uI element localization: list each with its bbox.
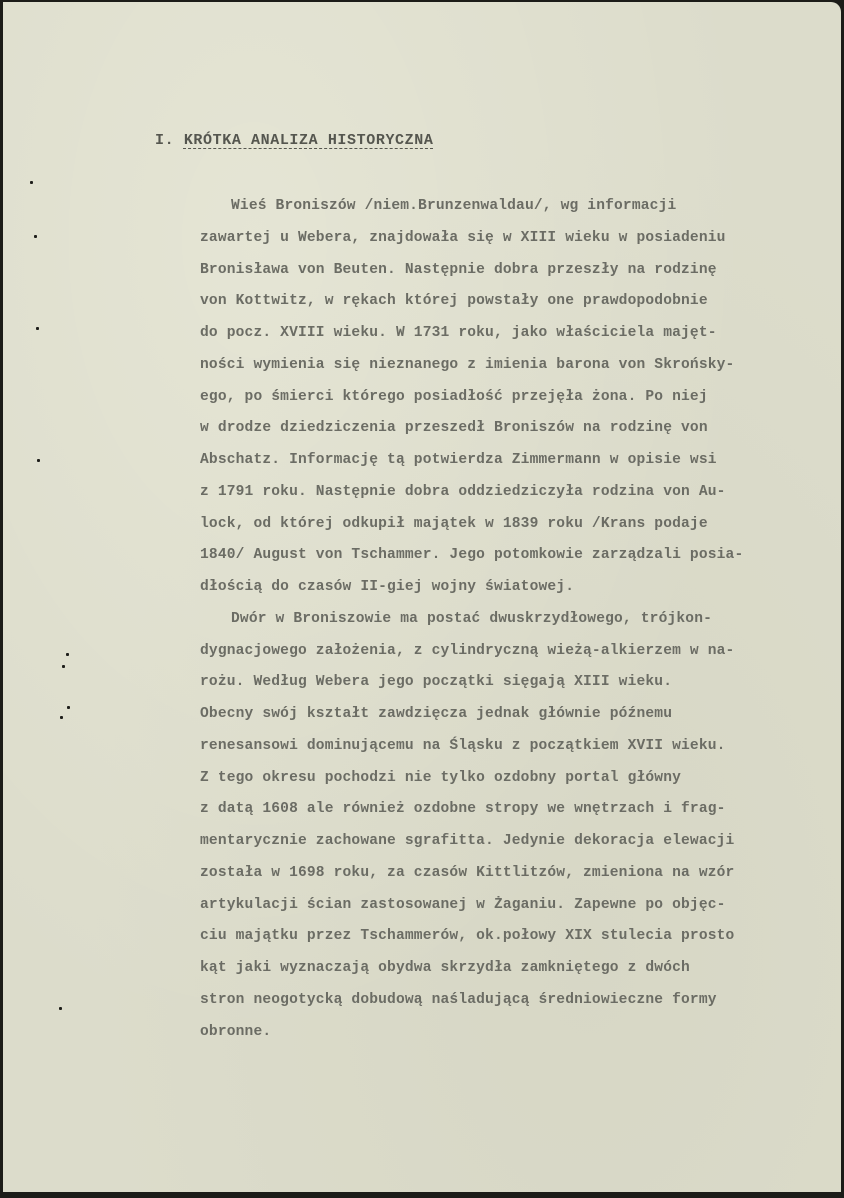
- heading-number: I.: [155, 132, 175, 149]
- text-line: zawartej u Webera, znajdowała się w XIII wieku w posiadeniu: [200, 229, 726, 246]
- text-line: z datą 1608 ale również ozdobne stropy we wnętrzach i frag-: [200, 801, 726, 818]
- text-line: Dwór w Broniszowie ma postać dwuskrzydłowego, trójkon-: [231, 610, 713, 627]
- margin-mark: [62, 665, 65, 668]
- paragraph-1: [200, 191, 840, 604]
- section-heading: [155, 132, 433, 149]
- text-line: mentarycznie zachowane sgrafitta. Jedynie dekoracja elewacji: [200, 833, 735, 849]
- text-line: kąt jaki wyznaczają obydwa skrzydła zamkniętego z dwóch: [200, 960, 690, 976]
- text-line: w drodze dziedziczenia przeszedł Broniszów na rodzinę von: [200, 420, 708, 437]
- text-line: Wieś Broniszów /niem.Brunzenwaldau/, wg informacji: [231, 198, 677, 214]
- text-line: ciu majątku przez Tschammerów, ok.połowy XIX stulecia prosto: [200, 928, 735, 945]
- document-body: [200, 191, 840, 1048]
- text-line: Abschatz. Informację tą potwierdza Zimmermann w opisie wsi: [200, 452, 717, 468]
- text-line: Bronisława von Beuten. Następnie dobra przeszły na rodzinę: [200, 261, 717, 278]
- paragraph-2: [200, 604, 840, 1049]
- margin-mark: [36, 327, 39, 330]
- document-page: [3, 2, 841, 1192]
- text-line: stron neogotycką dobudową naśladującą średniowieczne formy: [200, 991, 717, 1008]
- text-line: 1840/ August von Tschammer. Jego potomkowie zarządzali posia-: [200, 547, 744, 564]
- margin-mark: [59, 1007, 62, 1010]
- text-line: z 1791 roku. Następnie dobra oddziedziczyła rodzina von Au-: [200, 483, 726, 500]
- text-line: Z tego okresu pochodzi nie tylko ozdobny portal główny: [200, 769, 682, 786]
- text-line: lock, od której odkupił majątek w 1839 roku /Krans podaje: [200, 515, 708, 532]
- margin-mark: [60, 716, 63, 719]
- margin-mark: [67, 706, 70, 709]
- margin-mark: [37, 459, 40, 462]
- margin-mark: [66, 653, 69, 656]
- text-line: rożu. Według Webera jego początki sięgają XIII wieku.: [200, 674, 673, 691]
- margin-mark: [34, 235, 37, 238]
- text-line: została w 1698 roku, za czasów Kittlitzów, zmieniona na wzór: [200, 864, 735, 881]
- text-line: artykulacji ścian zastosowanej w Żaganiu. Zapewne po objęc-: [200, 896, 726, 913]
- text-line: Obecny swój kształt zawdzięcza jednak głównie późnemu: [200, 706, 673, 722]
- text-line: dygnacjowego założenia, z cylindryczną wieżą-alkierzem w na-: [200, 642, 735, 659]
- text-line: obronne.: [200, 1023, 272, 1040]
- text-line: ności wymienia się nieznanego z imienia barona von Skrońsky-: [200, 356, 735, 373]
- heading-text: KRÓTKA ANALIZA HISTORYCZNA: [183, 132, 434, 149]
- text-line: ego, po śmierci którego posiadłość przejęła żona. Po niej: [200, 388, 708, 405]
- text-line: do pocz. XVIII wieku. W 1731 roku, jako właściciela majęt-: [200, 325, 717, 341]
- margin-mark: [30, 181, 33, 184]
- text-line: renesansowi dominującemu na Śląsku z początkiem XVII wieku.: [200, 737, 726, 754]
- text-line: von Kottwitz, w rękach której powstały one prawdopodobnie: [200, 293, 708, 310]
- text-line: dłością do czasów II-giej wojny światowej.: [200, 579, 575, 595]
